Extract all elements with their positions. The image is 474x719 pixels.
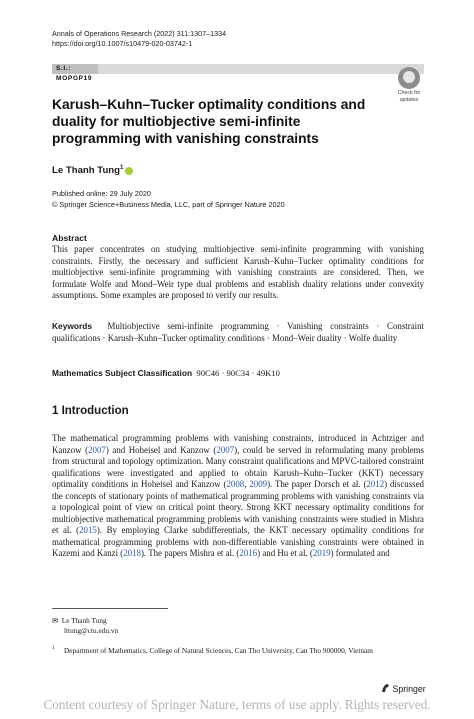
corresponding-author: [52, 616, 118, 635]
intro-text: ). The paper Dorsch et al. (: [267, 479, 367, 489]
msc-line: [52, 368, 280, 378]
check-updates-line1: Check for: [397, 90, 421, 96]
abstract-text: This paper concentrates on studying multiobjective semi-infinite programming with vanishing constraints. Firstly, the necessary and sufficient Karush–Kuhn–Tucker optimality conditions for multiobjective semi-infinite programming with vanishing constraints are considered. Then, we formulate Wolfe and Mond–Weir type dual problems and establish duality relations under convexity assumptions. Some examples are proposed to verify our results.: [52, 244, 424, 300]
intro-text: ) discussed the concepts of stationary points of mathematical programming problems with vanishing constraints via a topological point of view on critical point theory. Strong KKT necessary optimality conditions for multiobjective mathematical programming problems with vanishing constraints were studied in Mishra et al. (: [52, 479, 424, 535]
footnote-number: 1: [52, 645, 55, 651]
intro-text: The mathematical programming problems with vanishing constraints, introduced in Achtziger and Kanzow (: [52, 433, 424, 455]
springer-wordmark: Springer: [392, 684, 426, 694]
journal-header: [52, 29, 226, 49]
copyright: © Springer Science+Business Media, LLC, part of Springer Nature 2020: [52, 199, 285, 209]
author-name[interactable]: Le Thanh Tung: [52, 165, 121, 177]
affiliation-footnote: [52, 646, 424, 656]
citation-link[interactable]: 2018: [123, 548, 141, 558]
citation-link[interactable]: 2012: [366, 479, 385, 489]
journal-citation: Annals of Operations Research (2022) 311:1307–1334: [52, 29, 227, 38]
envelope-icon: ✉: [52, 616, 59, 625]
msc-codes: 90C46 · 90C34 · 49K10: [196, 368, 280, 378]
abstract-heading: Abstract: [52, 233, 87, 243]
springer-logo: [381, 683, 426, 694]
intro-text: ,: [244, 479, 250, 489]
published-date: Published online: 29 July 2020: [52, 189, 151, 198]
crossmark-icon: [398, 67, 420, 89]
check-updates-badge[interactable]: [391, 67, 427, 101]
citation-link[interactable]: 2008: [226, 479, 245, 489]
springer-horse-icon: [381, 683, 390, 693]
footnote-rule: [52, 608, 168, 609]
intro-text: ), could be served in reformulating many problems from structural and topology optimization. Many constraint qualifications and MPVC-tailored constraint qualifications were investigated and applied to obtain Karush–Kuhn–Tucker (KKT) necessary optimality conditions in Hoheisel and Kanzow (: [52, 444, 424, 489]
doi-link[interactable]: https://doi.org/10.1007/s10479-020-03742-1: [52, 39, 193, 48]
intro-text: ) and Hoheisel and Kanzow (: [105, 444, 217, 455]
footnote-author-name: Le Thanh Tung: [61, 616, 107, 625]
intro-paragraph: [52, 433, 424, 560]
author-affiliation-sup: 1: [120, 165, 124, 171]
footnote-email[interactable]: lttung@ctu.edu.vn: [64, 625, 119, 635]
intro-heading: 1 Introduction: [52, 405, 129, 417]
keywords-text: Multiobjective semi-infinite programming · Vanishing constraints · Constraint qualifications · Karush–Kuhn–Tucker optimality conditions · Mond–Weir duality · Wolfe duality: [52, 321, 425, 343]
courtesy-watermark: Content courtesy of Springer Nature, terms of use apply. Rights reserved.: [43, 697, 431, 712]
paper-title: Karush–Kuhn–Tucker optimality conditions and duality for multiobjective semi-infinite programming with vanishing constraints: [52, 97, 366, 146]
msc-label: Mathematics Subject Classification: [52, 368, 193, 378]
citation-link[interactable]: 2016: [239, 548, 258, 558]
section-bar: [52, 64, 424, 74]
citation-link[interactable]: 2007: [216, 444, 235, 455]
intro-text: ). The papers Mishra et al. (: [140, 548, 240, 558]
intro-text: ) formulated and: [330, 548, 390, 558]
author-line: [52, 165, 133, 176]
citation-link[interactable]: 2015: [79, 525, 97, 535]
orcid-icon[interactable]: [125, 167, 133, 175]
intro-text: ). By employing Clarke subdifferentials, the KKT necessary optimality conditions for mathematical programming problems with non-differentiable vanishing constraints were obtained in Kazemi and Kanzi (: [52, 525, 425, 558]
keywords: [52, 321, 424, 344]
keywords-label: Keywords: [52, 321, 93, 331]
intro-text: ) and Hu et al. (: [257, 548, 313, 558]
publication-info: [52, 189, 285, 210]
section-label: S.I.: MOPGP19: [52, 64, 98, 74]
check-updates-line2: updates: [399, 97, 419, 103]
citation-link[interactable]: 2019: [312, 548, 331, 558]
footnote-affiliation: Department of Mathematics, College of Natural Sciences, Can Tho University, Can Tho 900000, Vietnam: [64, 646, 373, 655]
citation-link[interactable]: 2009: [249, 479, 268, 489]
citation-link[interactable]: 2007: [88, 444, 106, 455]
